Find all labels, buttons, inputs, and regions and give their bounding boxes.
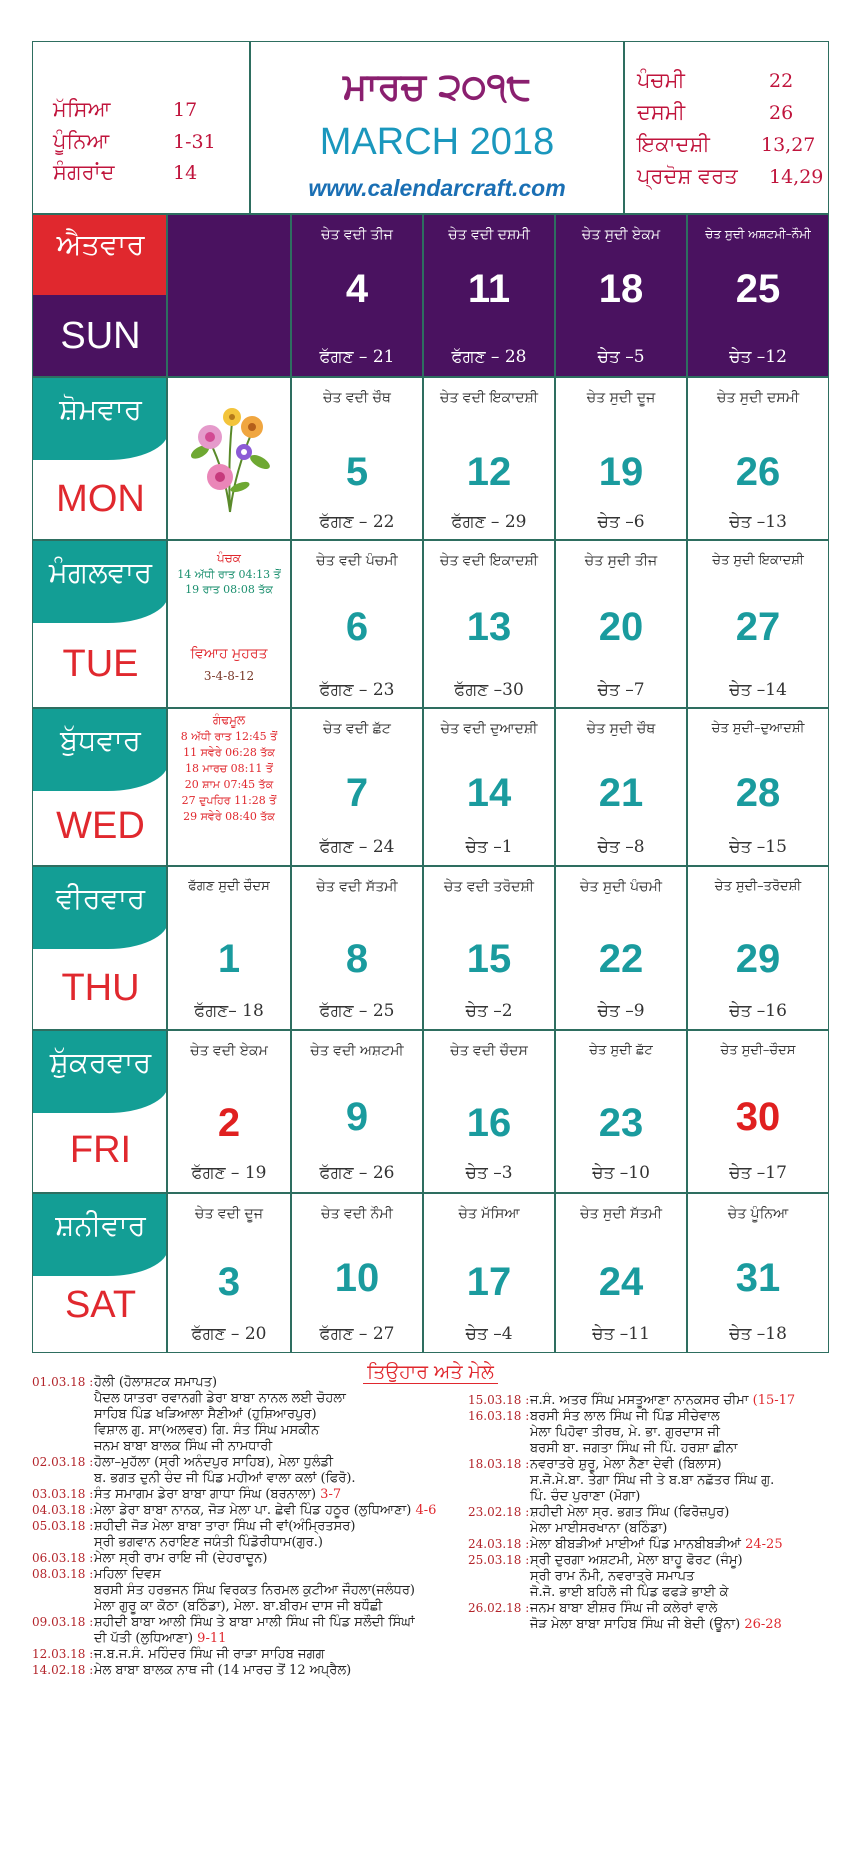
tithi-label: ਚੇਤ ਸੁਦੀ ਅਸ਼ਟਮੀ–ਨੌਮੀ bbox=[705, 227, 811, 241]
tithi-label: ਚੇਤ ਵਦੀ ਨੌਮੀ bbox=[321, 1206, 393, 1222]
nanakshahi-date: ਫੱਗਣ – 25 bbox=[319, 1001, 395, 1021]
tithi-label: ਚੇਤ ਸੁਦੀ ਇਕਾਦਸ਼ੀ bbox=[712, 553, 804, 568]
nanakshahi-date: ਚੇਤ –6 bbox=[597, 512, 645, 532]
date-number: 10 bbox=[334, 1256, 380, 1300]
calendar-grid bbox=[32, 41, 829, 1353]
week-row-thu bbox=[32, 866, 829, 1030]
tithi-label: ਚੇਤ ਵਦੀ ਤਰੋਦਸ਼ੀ bbox=[444, 879, 534, 895]
date-cell[interactable] bbox=[291, 377, 423, 540]
date-number: 29 bbox=[735, 937, 781, 981]
day-name-punjabi: ਸ਼ਨੀਵਾਰ bbox=[55, 1208, 146, 1242]
day-label-sun bbox=[32, 214, 167, 377]
tithi-label: ਚੇਤ ਸੁਦੀ–ਦੁਆਦਸ਼ੀ bbox=[711, 721, 805, 736]
day-name-punjabi: ਵੀਰਵਾਰ bbox=[55, 881, 146, 915]
event-item bbox=[468, 1409, 829, 1457]
date-number: 7 bbox=[345, 771, 369, 815]
nanakshahi-date: ਫੱਗਣ– 18 bbox=[194, 1001, 264, 1021]
date-number: 31 bbox=[735, 1256, 781, 1300]
event-date: 26.02.18 : bbox=[468, 1601, 530, 1615]
event-text-line: ਜਨਮ ਬਾਬਾ ਬਾਲਕ ਸਿੰਘ ਜੀ ਨਾਮਧਾਰੀ bbox=[94, 1439, 273, 1454]
event-text-line: ਮੇਲਾ ਗੁਰੂ ਕਾ ਕੋਠਾ (ਬਠਿੰਡਾ), ਮੇਲਾ. ਬਾ.ਬੀਰਮ ਦਾਸ ਜੀ ਬਧੌਛੀ bbox=[94, 1599, 383, 1614]
date-cell[interactable] bbox=[687, 540, 829, 708]
event-text-line: ਸ਼ਹੀਦੀ ਜੋੜ ਮੇਲਾ ਬਾਬਾ ਤਾਰਾ ਸਿੰਘ ਜੀ ਵਾਂ(ਅੰਮ੍ਰਿਤਸਰ) bbox=[94, 1519, 356, 1534]
event-item bbox=[32, 1551, 472, 1567]
panchak-note-cell bbox=[167, 540, 291, 708]
event-days: 4-6 bbox=[411, 1503, 437, 1518]
header-right-value: 26 bbox=[769, 102, 794, 124]
event-text-line: ਸ੍ਰੀ ਭਗਵਾਨ ਨਰਾਇਣ ਜਯੰਤੀ ਪਿੰਡੋਰੀਧਾਮ(ਗੁਰ.) bbox=[94, 1535, 323, 1550]
date-cell[interactable] bbox=[555, 540, 687, 708]
tithi-label: ਚੇਤ ਵਦੀ ਦੁਆਦਸ਼ੀ bbox=[440, 721, 538, 737]
date-cell[interactable] bbox=[687, 866, 829, 1030]
nanakshahi-date: ਚੇਤ –16 bbox=[729, 1001, 787, 1021]
date-number: 13 bbox=[466, 605, 512, 649]
event-text-line: ਵਿਸ਼ਾਲ ਗੁ. ਸਾ(ਅਲਵਰ) ਗਿ. ਸੰਤ ਸਿੰਘ ਮਸਕੀਨ bbox=[94, 1423, 320, 1438]
date-cell[interactable] bbox=[291, 540, 423, 708]
note-line: 27 ਦੁਪਹਿਰ 11:28 ਤੋਂ bbox=[181, 794, 277, 807]
event-days: 3-7 bbox=[316, 1487, 342, 1502]
header-right-label: ਦਸਮੀ bbox=[637, 100, 686, 124]
event-date: 04.03.18 : bbox=[32, 1503, 94, 1517]
date-cell[interactable] bbox=[291, 708, 423, 866]
event-item bbox=[468, 1585, 829, 1601]
event-item bbox=[32, 1487, 472, 1503]
week-row-tue bbox=[32, 540, 829, 708]
date-number: 8 bbox=[345, 937, 369, 981]
event-date: 09.03.18 : bbox=[32, 1615, 94, 1629]
event-item bbox=[32, 1567, 472, 1615]
date-number: 6 bbox=[345, 605, 369, 649]
day-label-wed bbox=[32, 708, 167, 866]
note-line: 20 ਸ਼ਾਮ 07:45 ਤੱਕ bbox=[184, 778, 274, 791]
date-number: 28 bbox=[735, 771, 781, 815]
nanakshahi-date: ਚੇਤ –12 bbox=[729, 347, 787, 367]
event-text-line: ਸ.ਜੋ.ਮੇ.ਬਾ. ਤੇਗਾ ਸਿੰਘ ਜੀ ਤੇ ਬ.ਬਾ ਨਛੱਤਰ ਸਿੰਘ ਗੁ. bbox=[530, 1473, 775, 1488]
header-left-value: 14 bbox=[173, 162, 198, 184]
day-label-mon bbox=[32, 377, 167, 540]
tithi-label: ਚੇਤ ਵਦੀ ਦੂਜ bbox=[195, 1206, 263, 1222]
flower-cell bbox=[167, 377, 291, 540]
note-heading: ਪੰਚਕ bbox=[216, 551, 241, 565]
gandmool-note-cell bbox=[167, 708, 291, 866]
festivals-section bbox=[32, 1355, 829, 1775]
header-right-label: ਪੰਚਮੀ bbox=[637, 68, 685, 92]
date-cell[interactable] bbox=[687, 1193, 829, 1353]
tithi-label: ਚੇਤ ਮੱਸਿਆ bbox=[458, 1206, 520, 1222]
header-left-label: ਸੰਗਰਾਂਦ bbox=[53, 160, 115, 184]
date-number: 16 bbox=[466, 1101, 512, 1145]
nanakshahi-date: ਫੱਗਣ – 20 bbox=[191, 1324, 267, 1344]
nanakshahi-date: ਚੇਤ –5 bbox=[597, 347, 645, 367]
tithi-label: ਚੇਤ ਵਦੀ ਸੱਤਮੀ bbox=[316, 879, 398, 895]
event-date: 08.03.18 : bbox=[32, 1567, 94, 1581]
nanakshahi-date: ਚੇਤ –10 bbox=[592, 1163, 650, 1183]
date-cell[interactable] bbox=[423, 1193, 555, 1353]
event-text-line: ਨਵਰਾਤਰੇ ਸ਼ੁਰੂ, ਮੇਲਾ ਨੈਣਾ ਦੇਵੀ (ਬਿਲਾਸ) bbox=[530, 1457, 722, 1472]
day-name-punjabi: ਮੰਗਲਵਾਰ bbox=[48, 555, 153, 589]
event-date: 18.03.18 : bbox=[468, 1457, 530, 1471]
header-left-label: ਮੱਸਿਆ bbox=[53, 97, 111, 121]
date-number: 1 bbox=[217, 937, 241, 981]
date-cell[interactable] bbox=[423, 866, 555, 1030]
date-cell[interactable] bbox=[555, 1030, 687, 1193]
nanakshahi-date: ਚੇਤ –14 bbox=[729, 680, 787, 700]
nanakshahi-date: ਫੱਗਣ –30 bbox=[454, 680, 524, 700]
event-text-line: ਮੇਲਾ ਸ੍ਰੀ ਰਾਮ ਰਾਇ ਜੀ (ਦੇਹਰਾਦੂਨ) bbox=[94, 1551, 268, 1566]
event-item bbox=[32, 1455, 472, 1487]
event-text-line: ਮੇਲਾ ਡੇਰਾ ਬਾਬਾ ਨਾਨਕ, ਜੋੜ ਮੇਲਾ ਪਾ. ਛੇਵੀ ਪਿੰਡ ਹਠੂਰ (ਲੁਧਿਆਣਾ) 4-6 bbox=[94, 1503, 437, 1518]
day-name-punjabi: ਸ਼ੋਮਵਾਰ bbox=[59, 392, 142, 426]
events-left-column bbox=[32, 1375, 472, 1679]
header-right-label: ਇਕਾਦਸ਼ੀ bbox=[637, 132, 710, 156]
event-item bbox=[468, 1457, 829, 1505]
tithi-label: ਚੇਤ ਸੁਦੀ ਸੱਤਮੀ bbox=[580, 1206, 662, 1222]
header-left-panel bbox=[32, 41, 250, 214]
date-number: 17 bbox=[466, 1260, 512, 1304]
tithi-label: ਚੇਤ ਸੁਦੀ ਦੂਜ bbox=[586, 390, 656, 406]
event-text-line: ਹੋਲੀ (ਹੋਲਾਸ਼ਟਕ ਸਮਾਪਤ) bbox=[94, 1375, 218, 1390]
event-text-line: ਸਾਹਿਬ ਪਿੰਡ ਖੜਿਆਲਾ ਸੈਣੀਆਂ (ਹੁਸ਼ਿਆਰਪੁਰ) bbox=[94, 1407, 317, 1422]
tithi-label: ਚੇਤ ਵਦੀ ਅਸ਼ਟਮੀ bbox=[310, 1043, 404, 1059]
date-number: 19 bbox=[598, 450, 644, 494]
note-line: 19 ਰਾਤ 08:08 ਤੱਕ bbox=[185, 583, 273, 596]
nanakshahi-date: ਫੱਗਣ – 24 bbox=[319, 837, 395, 857]
event-text-line: ਬਰਸੀ ਸੰਤ ਲਾਲ ਸਿੰਘ ਜੀ ਪਿੰਡ ਸੀਚੇਵਾਲ bbox=[530, 1409, 720, 1424]
nanakshahi-date: ਚੇਤ –11 bbox=[592, 1324, 650, 1344]
note-line: 29 ਸਵੇਰੇ 08:40 ਤੱਕ bbox=[183, 810, 275, 823]
week-row-sun bbox=[32, 214, 829, 377]
date-cell[interactable] bbox=[687, 377, 829, 540]
tithi-label: ਚੇਤ ਵਦੀ ਚੌਥ bbox=[323, 390, 391, 406]
events-right-column bbox=[468, 1393, 829, 1633]
event-text-line: ਬਰਸੀ ਬਾ. ਜਗਤਾ ਸਿੰਘ ਜੀ ਪਿੰ. ਹਰਸ਼ਾ ਛੀਨਾ bbox=[530, 1441, 738, 1456]
nanakshahi-date: ਫੱਗਣ – 21 bbox=[319, 347, 395, 367]
event-text-line: ਬਰਸੀ ਸੰਤ ਹਰਭਜਨ ਸਿੰਘ ਵਿਰਕਤ ਨਿਰਮਲ ਕੁਟੀਆ ਜੌਹਲਾ(ਜਲੰਧਰ) bbox=[94, 1583, 415, 1598]
tithi-label: ਚੇਤ ਸੁਦੀ ਪੰਚਮੀ bbox=[580, 879, 662, 895]
event-date: 06.03.18 : bbox=[32, 1551, 94, 1565]
note-line: 11 ਸਵੇਰੇ 06:28 ਤੱਕ bbox=[183, 746, 275, 759]
nanakshahi-date: ਚੇਤ –17 bbox=[729, 1163, 787, 1183]
date-number: 11 bbox=[467, 267, 511, 311]
tithi-label: ਚੇਤ ਵਦੀ ਦਸ਼ਮੀ bbox=[448, 227, 530, 243]
event-text-line: ਜ.ਬ.ਜ.ਸੰ. ਮਹਿੰਦਰ ਸਿੰਘ ਜੀ ਰਾੜਾ ਸਾਹਿਬ ਜਗਗ bbox=[94, 1647, 325, 1662]
week-row-wed bbox=[32, 708, 829, 866]
date-cell[interactable] bbox=[555, 1193, 687, 1353]
event-text-line: ਜਨਮ ਬਾਬਾ ਈਸ਼ਰ ਸਿੰਘ ਜੀ ਕਲੇਰਾਂ ਵਾਲੇ bbox=[530, 1601, 718, 1616]
day-label-sat bbox=[32, 1193, 167, 1353]
date-number: 12 bbox=[466, 450, 512, 494]
empty-cell bbox=[167, 214, 291, 377]
date-cell[interactable] bbox=[423, 214, 555, 377]
event-days: 9-11 bbox=[193, 1631, 227, 1646]
header-left-label: ਪੂੰਨਿਆ bbox=[53, 129, 110, 153]
event-text-line: ਜੋ.ਜੋ. ਭਾਈ ਬਹਿਲੋ ਜੀ ਪਿੰਡ ਫਫੜੇ ਭਾਈ ਕੇ bbox=[530, 1585, 729, 1600]
date-cell[interactable] bbox=[555, 377, 687, 540]
event-date: 03.03.18 : bbox=[32, 1487, 94, 1501]
note-heading: ਗੰਢਮੂਲ bbox=[212, 713, 246, 727]
event-date: 14.02.18 : bbox=[32, 1663, 94, 1677]
date-cell[interactable] bbox=[555, 708, 687, 866]
date-number: 21 bbox=[598, 771, 644, 815]
day-label-tue bbox=[32, 540, 167, 708]
event-text-line: ਸ਼ਹੀਦੀ ਬਾਬਾ ਆਲੀ ਸਿੰਘ ਤੇ ਬਾਬਾ ਮਾਲੀ ਸਿੰਘ ਜੀ ਪਿੰਡ ਸਲੌਦੀ ਸਿੰਘਾਂ bbox=[94, 1615, 415, 1630]
header-right-value: 14,29 bbox=[769, 166, 824, 188]
date-number: 15 bbox=[466, 937, 512, 981]
date-number: 24 bbox=[598, 1260, 644, 1304]
day-name-english: SAT bbox=[64, 1284, 137, 1326]
date-number: 25 bbox=[735, 267, 781, 311]
day-name-english: TUE bbox=[62, 643, 139, 685]
nanakshahi-date: ਚੇਤ –15 bbox=[729, 837, 787, 857]
event-text-line: ਮੇਲਾ ਬੀਬੜੀਆਂ ਮਾਈਆਂ ਪਿੰਡ ਮਾਨਬੀਬੜੀਆਂ 24-25 bbox=[530, 1537, 783, 1552]
date-number: 23 bbox=[598, 1101, 644, 1145]
event-date: 02.03.18 : bbox=[32, 1455, 94, 1469]
nanakshahi-date: ਚੇਤ –8 bbox=[597, 837, 645, 857]
event-text-line: ਸ੍ਰੀ ਦੁਰਗਾ ਅਸ਼ਟਮੀ, ਮੇਲਾ ਬਾਹੂ ਫੋਰਟ (ਜੰਮੂ) bbox=[530, 1553, 743, 1568]
tithi-label: ਚੇਤ ਵਦੀ ਤੀਜ bbox=[321, 227, 393, 243]
nanakshahi-date: ਫੱਗਣ – 26 bbox=[319, 1163, 395, 1183]
week-row-sat bbox=[32, 1193, 829, 1353]
header-right-panel bbox=[624, 41, 829, 214]
event-text-line: ਹੋਲਾ–ਮੁਹੱਲਾ (ਸ੍ਰੀ ਅਨੰਦਪੁਰ ਸਾਹਿਬ), ਮੇਲਾ ਧੁਲੰਡੀ bbox=[94, 1455, 334, 1470]
note-line: 3-4-8-12 bbox=[203, 669, 255, 683]
event-item bbox=[468, 1393, 829, 1409]
note-line: 14 ਅੱਧੀ ਰਾਤ 04:13 ਤੋਂ bbox=[177, 568, 281, 581]
event-date: 16.03.18 : bbox=[468, 1409, 530, 1423]
day-label-thu bbox=[32, 866, 167, 1030]
header-title-panel bbox=[250, 41, 624, 214]
website-link[interactable]: www.calendarcraft.com bbox=[308, 175, 566, 201]
event-date: 15.03.18 : bbox=[468, 1393, 530, 1407]
event-text-line: ਜ.ਸੰ. ਅਤਰ ਸਿੰਘ ਮਸਤੂਆਣਾ ਨਾਨਕਸਰ ਚੀਮਾ (15-17 bbox=[530, 1393, 796, 1408]
date-cell[interactable] bbox=[167, 1030, 291, 1193]
event-item bbox=[468, 1553, 829, 1585]
tithi-label: ਚੇਤ ਵਦੀ ਚੌਦਸ bbox=[450, 1043, 528, 1059]
tithi-label: ਚੇਤ ਵਦੀ ਛੱਟ bbox=[323, 721, 391, 737]
event-item bbox=[468, 1537, 829, 1553]
event-date: 01.03.18 : bbox=[32, 1375, 94, 1389]
date-number: 22 bbox=[598, 937, 644, 981]
event-text-line: ਮੇਲਾ ਪਿਹੋਵਾ ਤੀਰਥ, ਮੇ. ਭਾ. ਗੁਰਦਾਸ ਜੀ bbox=[530, 1425, 720, 1440]
nanakshahi-date: ਫੱਗਣ – 29 bbox=[451, 512, 527, 532]
header-right-value: 22 bbox=[769, 70, 794, 92]
nanakshahi-date: ਫੱਗਣ – 19 bbox=[191, 1163, 267, 1183]
event-text-line: ਮਹਿਲਾ ਦਿਵਸ bbox=[94, 1567, 161, 1582]
date-cell[interactable] bbox=[423, 377, 555, 540]
note-line: 18 ਮਾਰਚ 08:11 ਤੋਂ bbox=[185, 762, 273, 775]
event-date: 24.03.18 : bbox=[468, 1537, 530, 1551]
date-number: 5 bbox=[345, 450, 369, 494]
event-text-line: ਸ਼ਹੀਦੀ ਮੇਲਾ ਸ੍ਰ. ਭਗਤ ਸਿੰਘ (ਫਿਰੋਜ਼ਪੁਰ) bbox=[530, 1505, 730, 1520]
header-left-value: 17 bbox=[173, 99, 198, 121]
date-number: 30 bbox=[735, 1095, 781, 1139]
header-right-label: ਪ੍ਰਦੋਸ਼ ਵਰਤ bbox=[637, 164, 738, 188]
day-label-fri bbox=[32, 1030, 167, 1193]
event-item bbox=[468, 1505, 829, 1537]
event-days: (15-17 bbox=[748, 1393, 796, 1408]
day-name-english: THU bbox=[61, 967, 140, 1009]
festivals-title: ਤਿਉਹਾਰ ਅਤੇ ਮੇਲੇ bbox=[363, 1361, 498, 1384]
event-item bbox=[32, 1663, 472, 1679]
nanakshahi-date: ਫੱਗਣ – 23 bbox=[319, 680, 395, 700]
date-cell[interactable] bbox=[687, 214, 829, 377]
event-text-line: ਜੋੜ ਮੇਲਾ ਬਾਬਾ ਸਾਹਿਬ ਸਿੰਘ ਜੀ ਬੇਦੀ (ਊਨਾ) 26-28 bbox=[530, 1617, 782, 1632]
month-title-punjabi: ਮਾਰਚ ੨੦੧੮ bbox=[342, 64, 532, 108]
note-heading: ਵਿਆਹ ਮੁਹਰਤ bbox=[190, 646, 268, 662]
date-number: 26 bbox=[735, 450, 781, 494]
nanakshahi-date: ਚੇਤ –1 bbox=[465, 837, 513, 857]
date-number: 14 bbox=[466, 771, 512, 815]
tithi-label: ਚੇਤ ਸੁਦੀ ਦਸਮੀ bbox=[716, 390, 800, 406]
tithi-label: ਚੇਤ ਵਦੀ ਪੰਚਮੀ bbox=[316, 553, 398, 569]
event-days: 26-28 bbox=[740, 1617, 782, 1632]
event-item bbox=[468, 1601, 829, 1633]
day-name-english: WED bbox=[56, 805, 145, 847]
note-line: 8 ਅੱਧੀ ਰਾਤ 12:45 ਤੋਂ bbox=[180, 730, 278, 743]
day-name-punjabi: ਐਤਵਾਰ bbox=[56, 227, 145, 261]
event-text-line: ਸੰਤ ਸਮਾਗਮ ਡੇਰਾ ਬਾਬਾ ਗਾਧਾ ਸਿੰਘ (ਬਰਨਾਲਾ) 3-7 bbox=[94, 1487, 342, 1502]
date-cell[interactable] bbox=[687, 708, 829, 866]
day-name-english: MON bbox=[56, 478, 145, 520]
tithi-label: ਚੇਤ ਪੂੰਨਿਆ bbox=[727, 1206, 789, 1222]
day-name-english: SUN bbox=[60, 315, 141, 357]
tithi-label: ਚੇਤ ਸੁਦੀ ਛੱਟ bbox=[589, 1043, 653, 1058]
nanakshahi-date: ਚੇਤ –4 bbox=[465, 1324, 513, 1344]
month-title-english: MARCH 2018 bbox=[319, 121, 555, 163]
date-cell[interactable] bbox=[291, 1193, 423, 1353]
event-text-line: ਮੇਲਾ ਮਾਈਸਰਖਾਨਾ (ਬਠਿੰਡਾ) bbox=[530, 1521, 668, 1536]
date-cell[interactable] bbox=[423, 708, 555, 866]
event-item bbox=[32, 1503, 472, 1519]
date-cell[interactable] bbox=[167, 1193, 291, 1353]
event-text-line: ਸ੍ਰੀ ਰਾਮ ਨੌਮੀ, ਨਵਰਾਤ੍ਰੇ ਸਮਾਪਤ bbox=[530, 1569, 695, 1584]
date-cell[interactable] bbox=[555, 214, 687, 377]
nanakshahi-date: ਚੇਤ –18 bbox=[729, 1324, 787, 1344]
event-text-line: ਬ. ਭਗਤ ਦੁਨੀ ਚੰਦ ਜੀ ਪਿੰਡ ਮਹੀਆਂ ਵਾਲਾ ਕਲਾਂ (ਫਿਰੋ). bbox=[94, 1471, 356, 1486]
week-row-fri bbox=[32, 1030, 829, 1193]
date-cell[interactable] bbox=[423, 1030, 555, 1193]
tithi-label: ਚੇਤ ਵਦੀ ਇਕਾਦਸ਼ੀ bbox=[439, 553, 539, 569]
day-name-punjabi: ਬੁੱਧਵਾਰ bbox=[60, 723, 141, 757]
header-right-value: 13,27 bbox=[761, 134, 816, 156]
nanakshahi-date: ਫੱਗਣ – 28 bbox=[451, 347, 527, 367]
nanakshahi-date: ਚੇਤ –9 bbox=[597, 1001, 645, 1021]
date-cell[interactable] bbox=[291, 214, 423, 377]
nanakshahi-date: ਚੇਤ –7 bbox=[597, 680, 645, 700]
date-number: 2 bbox=[217, 1101, 241, 1145]
week-row-mon bbox=[32, 377, 829, 540]
event-item bbox=[32, 1647, 472, 1663]
event-item bbox=[32, 1615, 472, 1647]
event-text-line: ਮੇਲ ਬਾਬਾ ਬਾਲਕ ਨਾਥ ਜੀ (14 ਮਾਰਚ ਤੋਂ 12 ਅਪ੍ਰੈਲ) bbox=[94, 1663, 352, 1678]
tithi-label: ਚੇਤ ਵਦੀ ਏਕਮ bbox=[190, 1043, 268, 1059]
day-name-punjabi: ਸ਼ੁੱਕਰਵਾਰ bbox=[49, 1045, 152, 1079]
event-text-line: ਦੀ ਪੱਤੀ (ਲੁਧਿਆਣਾ) 9-11 bbox=[94, 1631, 227, 1646]
flower-bouquet-icon bbox=[180, 392, 280, 522]
nanakshahi-date: ਫੱਗਣ – 22 bbox=[319, 512, 395, 532]
tithi-label: ਚੇਤ ਸੁਦੀ ਤੀਜ bbox=[584, 553, 658, 569]
tithi-label: ਚੇਤ ਸੁਦੀ ਏਕਮ bbox=[581, 227, 661, 243]
event-date: 12.03.18 : bbox=[32, 1647, 94, 1661]
event-text-line: ਪਿੰ. ਚੰਦ ਪੁਰਾਣਾ (ਮੋਗਾ) bbox=[530, 1489, 641, 1504]
tithi-label: ਫੱਗਣ ਸੁਦੀ ਚੌਦਸ bbox=[188, 879, 270, 894]
event-text-line: ਪੈਦਲ ਯਾਤਰਾ ਰਵਾਨਗੀ ਡੇਰਾ ਬਾਬਾ ਨਾਨਲ ਲਈ ਚੋਹਲਾ bbox=[94, 1391, 346, 1406]
date-number: 27 bbox=[735, 605, 781, 649]
date-number: 18 bbox=[598, 267, 644, 311]
tithi-label: ਚੇਤ ਸੁਦੀ–ਚੌਦਸ bbox=[720, 1043, 796, 1058]
event-item bbox=[32, 1375, 472, 1455]
date-cell[interactable] bbox=[291, 1030, 423, 1193]
event-date: 25.03.18 : bbox=[468, 1553, 530, 1567]
date-number: 3 bbox=[217, 1260, 241, 1304]
nanakshahi-date: ਚੇਤ –3 bbox=[465, 1163, 513, 1183]
date-cell[interactable] bbox=[555, 866, 687, 1030]
tithi-label: ਚੇਤ ਵਦੀ ਇਕਾਦਸ਼ੀ bbox=[439, 390, 539, 406]
nanakshahi-date: ਫੱਗਣ – 27 bbox=[319, 1324, 395, 1344]
event-date: 05.03.18 : bbox=[32, 1519, 94, 1533]
event-days: 24-25 bbox=[740, 1537, 783, 1552]
header-left-value: 1-31 bbox=[173, 131, 216, 153]
day-name-english: FRI bbox=[69, 1129, 132, 1171]
date-cell[interactable] bbox=[167, 866, 291, 1030]
date-cell[interactable] bbox=[687, 1030, 829, 1193]
date-cell[interactable] bbox=[291, 866, 423, 1030]
nanakshahi-date: ਚੇਤ –2 bbox=[465, 1001, 513, 1021]
date-number: 4 bbox=[345, 267, 369, 311]
nanakshahi-date: ਚੇਤ –13 bbox=[729, 512, 787, 532]
date-cell[interactable] bbox=[423, 540, 555, 708]
event-item bbox=[32, 1519, 472, 1551]
date-number: 9 bbox=[345, 1095, 369, 1139]
date-number: 20 bbox=[598, 605, 644, 649]
tithi-label: ਚੇਤ ਸੁਦੀ–ਤਰੋਦਸ਼ੀ bbox=[714, 879, 802, 894]
event-date: 23.02.18 : bbox=[468, 1505, 530, 1519]
tithi-label: ਚੇਤ ਸੁਦੀ ਚੌਥ bbox=[586, 721, 656, 737]
